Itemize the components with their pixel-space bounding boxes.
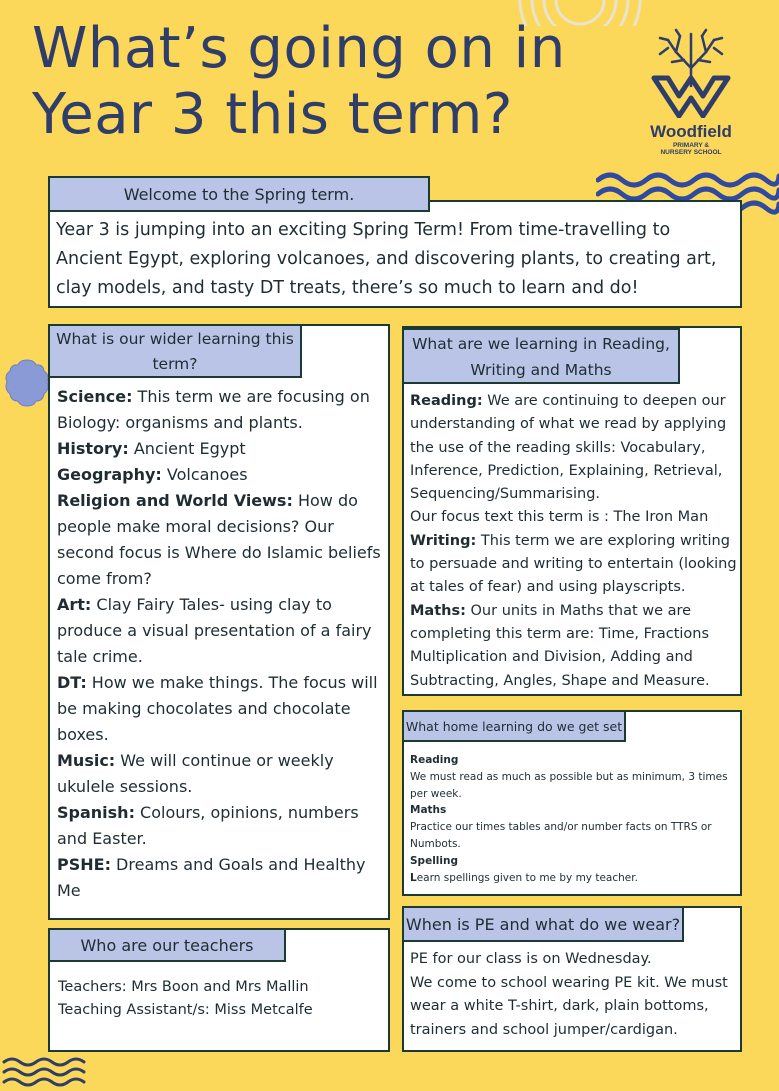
wider-item-spanish bbox=[57, 800, 383, 852]
rwm-content bbox=[410, 390, 740, 693]
bottom-wave-decoration bbox=[0, 1054, 92, 1091]
wider-learning-header: What is our wider learning this term? bbox=[48, 324, 302, 378]
religion-label: Religion and World Views: bbox=[57, 491, 293, 510]
wider-learning-list bbox=[57, 384, 383, 904]
rwm-focus-text: Our focus text this term is : The Iron Man bbox=[410, 509, 709, 526]
welcome-box bbox=[48, 200, 742, 308]
geography-label: Geography: bbox=[57, 465, 162, 484]
rwm-writing-label: Writing: bbox=[410, 532, 477, 549]
wider-item-geography bbox=[57, 462, 383, 488]
wider-learning-box bbox=[48, 324, 390, 920]
rwm-writing-text: This term we are exploring writing to persuade and writing to entertain (looking at tales of fear) and using playscripts. bbox=[410, 532, 737, 596]
tree-logo-icon bbox=[646, 26, 736, 118]
rwm-writing bbox=[410, 530, 740, 600]
pe-kit: We come to school wearing PE kit. We must wear a white T-shirt, dark, plain bottoms, trainers and school jumper/cardigan. bbox=[410, 974, 728, 1038]
history-text: Ancient Egypt bbox=[128, 439, 246, 458]
home-learning-header: What home learning do we get set bbox=[402, 710, 626, 742]
hw-spelling-first: L bbox=[410, 871, 417, 884]
title-line-1: What’s going on in bbox=[32, 16, 566, 81]
wider-item-music bbox=[57, 748, 383, 800]
school-logo bbox=[636, 26, 746, 156]
logo-sub-2: NURSERY SCHOOL bbox=[660, 149, 722, 156]
religion-text: How do people make moral decisions? Our second focus is Where do Islamic beliefs come from? bbox=[57, 491, 381, 588]
teachers-header: Who are our teachers bbox=[48, 928, 286, 962]
science-text: This term we are focusing on Biology: organisms and plants. bbox=[57, 387, 370, 432]
scalloped-circle-decoration bbox=[4, 358, 50, 408]
hw-maths-text: Practice our times tables and/or number facts on TTRS or Numbots. bbox=[410, 821, 712, 850]
page-title bbox=[32, 16, 592, 148]
science-label: Science: bbox=[57, 387, 133, 406]
welcome-text: Year 3 is jumping into an exciting Spring Term! From time-travelling to Ancient Egypt, exploring volcanoes, and discovering plants, to creating art, clay models, and tasty DT treats, there’s so much to learn and do! bbox=[56, 220, 717, 298]
logo-sub-1: PRIMARY & bbox=[672, 142, 710, 149]
dt-label: DT: bbox=[57, 673, 87, 692]
music-label: Music: bbox=[57, 751, 116, 770]
spanish-text: Colours, opinions, numbers and Easter. bbox=[57, 803, 359, 848]
pe-content bbox=[410, 948, 740, 1042]
wider-item-history bbox=[57, 436, 383, 462]
art-text: Clay Fairy Tales- using clay to produce a visual presentation of a fairy tale crime. bbox=[57, 595, 372, 666]
hw-spelling bbox=[410, 870, 738, 887]
pshe-text: Dreams and Goals and Healthy Me bbox=[57, 855, 366, 900]
teachers-content bbox=[58, 976, 384, 1022]
title-line-2: Year 3 this term? bbox=[32, 82, 513, 147]
rwm-maths-label: Maths: bbox=[410, 602, 466, 619]
wider-item-pshe bbox=[57, 852, 383, 904]
hw-maths-label: Maths bbox=[410, 804, 447, 817]
rwm-maths-text: Our units in Maths that we are completing this term are: Time, Fractions Multiplication and Division, Adding and Subtracting, Angles, Shape and Measure. bbox=[410, 602, 710, 689]
pshe-label: PSHE: bbox=[57, 855, 111, 874]
spanish-label: Spanish: bbox=[57, 803, 135, 822]
hw-reading-label: Reading bbox=[410, 754, 459, 766]
welcome-header: Welcome to the Spring term. bbox=[48, 176, 430, 212]
teaching-assistant-line: Teaching Assistant/s: Miss Metcalfe bbox=[58, 1002, 313, 1018]
wider-item-science bbox=[57, 384, 383, 436]
hw-reading-text: We must read as much as possible but as minimum, 3 times per week. bbox=[410, 770, 728, 800]
wider-item-art bbox=[57, 592, 383, 670]
reading-writing-maths-header: What are we learning in Reading, Writing and Maths bbox=[402, 328, 680, 384]
dt-text: How we make things. The focus will be making chocolates and chocolate boxes. bbox=[57, 673, 378, 744]
hw-spelling-label: Spelling bbox=[410, 854, 458, 867]
rwm-reading-text: We are continuing to deepen our understanding of what we read by applying the use of the reading skills: Vocabulary, Inference, Prediction, Explaining, Retrieval, Sequencing/Summarising. bbox=[410, 393, 727, 503]
history-label: History: bbox=[57, 439, 129, 458]
logo-school-name: Woodfield bbox=[650, 122, 732, 141]
teachers-line: Teachers: Mrs Boon and Mrs Mallin bbox=[58, 979, 309, 995]
wider-item-dt bbox=[57, 670, 383, 748]
rwm-reading bbox=[410, 390, 740, 506]
rwm-maths bbox=[410, 600, 740, 693]
art-label: Art: bbox=[57, 595, 92, 614]
hw-spelling-text: earn spellings given to me by my teacher. bbox=[416, 871, 638, 884]
home-learning-content bbox=[410, 752, 738, 886]
rwm-reading-label: Reading: bbox=[410, 393, 483, 409]
pe-day: PE for our class is on Wednesday. bbox=[410, 951, 652, 967]
wider-item-religion bbox=[57, 488, 383, 592]
pe-header: When is PE and what do we wear? bbox=[402, 906, 684, 942]
geography-text: Volcanoes bbox=[161, 465, 248, 484]
music-text: We will continue or weekly ukulele sessions. bbox=[57, 751, 334, 796]
